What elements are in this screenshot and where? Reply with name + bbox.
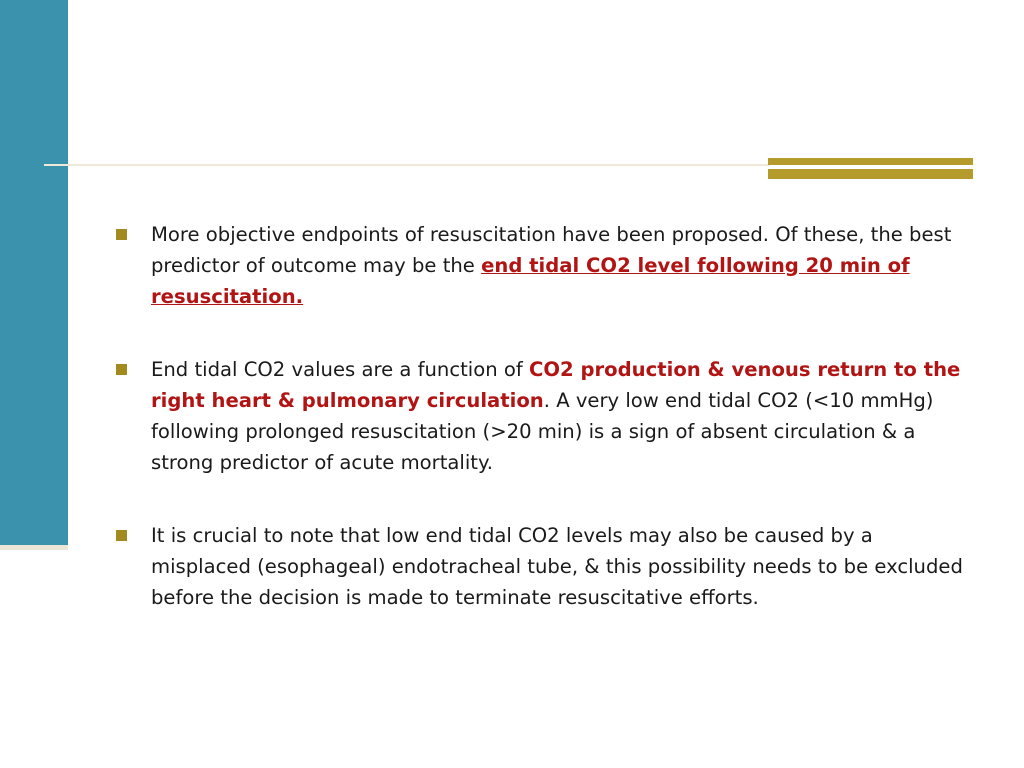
bullet-item-3: [112, 520, 964, 613]
bullet-2-highlight: CO2 production & venous return to the right heart & pulmonary circulation: [151, 358, 961, 412]
gold-accent-stripe-top: [768, 158, 973, 165]
title-divider-line: [44, 164, 770, 166]
bullet-2-text-after: . A very low end tidal CO2 (<10 mmHg) following prolonged resuscitation (>20 min) is a sign of absent circulation & a strong predictor of acute mortality.: [151, 389, 934, 474]
bullet-1-highlight: end tidal CO2 level following 20 min of resuscitation.: [151, 254, 910, 308]
gold-accent-stripe-bottom: [768, 169, 973, 179]
square-bullet-icon: [116, 229, 127, 240]
left-accent-bar: [0, 0, 68, 545]
bullet-2-text: End tidal CO2 values are a function of: [151, 358, 529, 381]
bullet-1-text: More objective endpoints of resuscitation have been proposed. Of these, the best predictor of outcome may be the: [151, 223, 952, 277]
square-bullet-icon: [116, 364, 127, 375]
bullet-item-1: [112, 219, 964, 312]
bullet-list: [112, 219, 964, 655]
square-bullet-icon: [116, 530, 127, 541]
bullet-3-text: It is crucial to note that low end tidal CO2 levels may also be caused by a misplaced (esophageal) endotracheal tube, & this possibility needs to be excluded before the decision is made to terminate resuscitative efforts.: [151, 524, 963, 609]
bullet-item-2: [112, 354, 964, 478]
left-accent-bar-shadow: [0, 545, 68, 550]
